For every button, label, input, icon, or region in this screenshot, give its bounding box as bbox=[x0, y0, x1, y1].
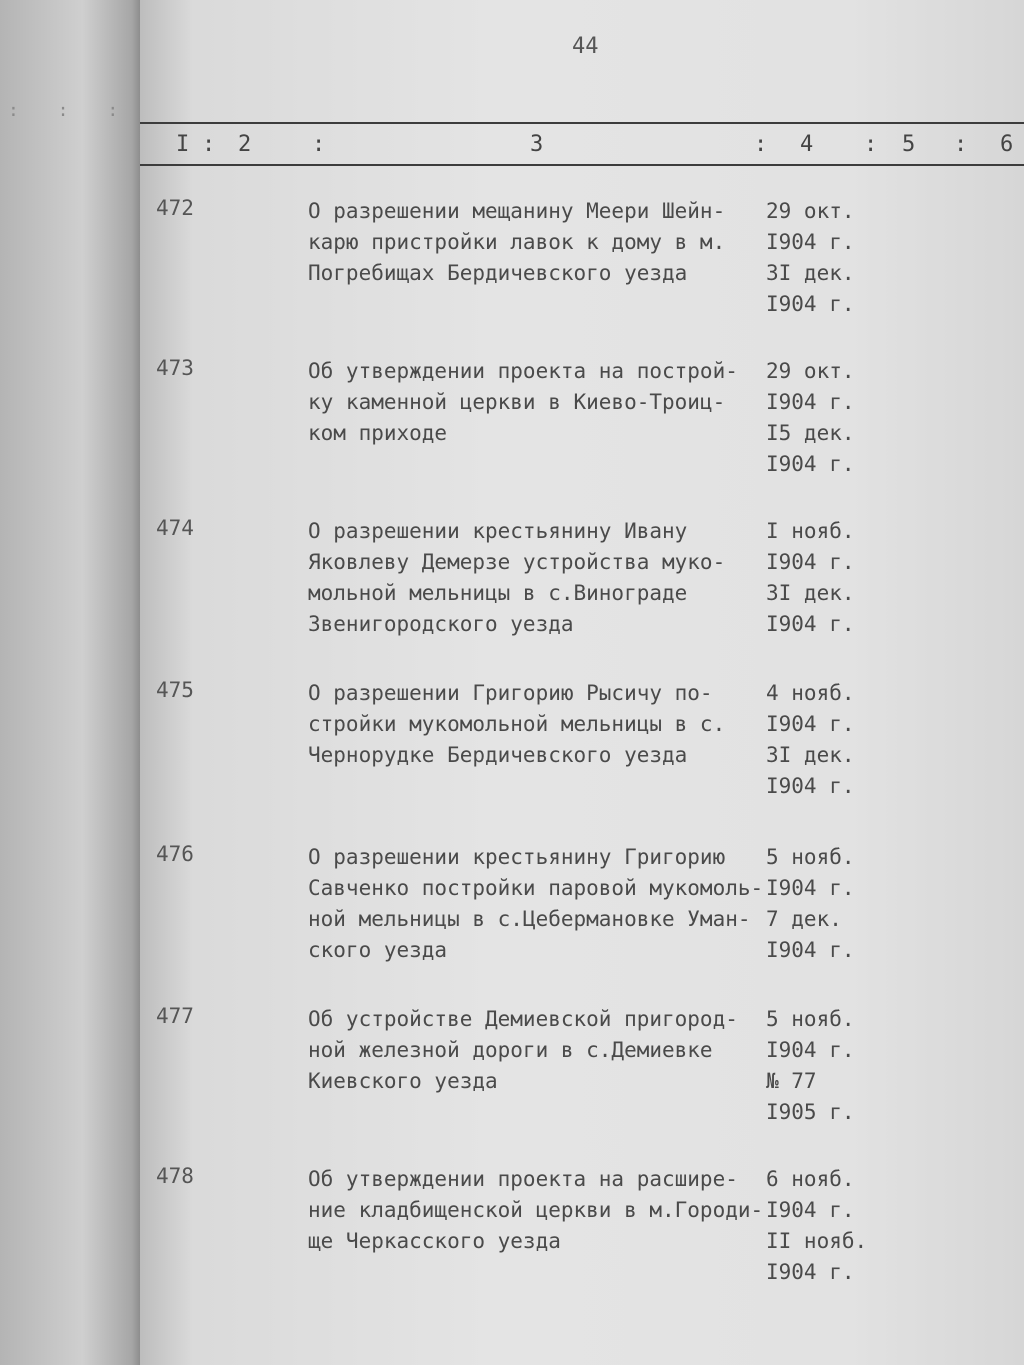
entry-description bbox=[308, 196, 768, 289]
entry-date-line: I5 дек. bbox=[766, 421, 855, 445]
entry-date-line: I905 г. bbox=[766, 1100, 855, 1124]
entry-description bbox=[308, 842, 768, 966]
entry-description-line: ще Черкасского уезда bbox=[308, 1229, 561, 1253]
entry-description-line: О разрешении Григорию Рысичу по- bbox=[308, 681, 713, 705]
entry-date-line: 4 нояб. bbox=[766, 681, 855, 705]
entry-date-line: 6 нояб. bbox=[766, 1167, 855, 1191]
entry-description-line: О разрешении мещанину Меери Шейн- bbox=[308, 199, 726, 223]
entry-dates bbox=[766, 678, 876, 802]
column-header-2: 2 bbox=[238, 132, 252, 157]
entry-date-line: 5 нояб. bbox=[766, 1007, 855, 1031]
entry-date-line: I904 г. bbox=[766, 1198, 855, 1222]
column-header-6: 6 bbox=[1000, 132, 1014, 157]
column-header-3: 3 bbox=[530, 132, 544, 157]
entry-date-line: 29 окт. bbox=[766, 199, 855, 223]
entry-date-line: II нояб. bbox=[766, 1229, 868, 1253]
entry-date-line: 29 окт. bbox=[766, 359, 855, 383]
entry-description-line: Об утверждении проекта на построй- bbox=[308, 359, 738, 383]
column-separator-1: : bbox=[202, 132, 216, 157]
left-page-marks: : : : bbox=[8, 100, 133, 121]
entry-number: 476 bbox=[156, 842, 194, 866]
column-separator-4: : bbox=[864, 132, 878, 157]
entry-date-line: I904 г. bbox=[766, 390, 855, 414]
entry-date-line: I904 г. bbox=[766, 938, 855, 962]
entry-dates bbox=[766, 1164, 876, 1288]
entry-description-line: карю пристройки лавок к дому в м. bbox=[308, 230, 726, 254]
document-page bbox=[140, 0, 1024, 1365]
header-rule-top bbox=[140, 122, 1024, 124]
column-separator-2: : bbox=[312, 132, 326, 157]
entry-description-line: ку каменной церкви в Киево-Троиц- bbox=[308, 390, 726, 414]
entry-dates bbox=[766, 516, 876, 640]
entry-date-line: I904 г. bbox=[766, 550, 855, 574]
entry-date-line: I нояб. bbox=[766, 519, 855, 543]
entry-description-line: стройки мукомольной мельницы в с. bbox=[308, 712, 726, 736]
entry-date-line: I904 г. bbox=[766, 774, 855, 798]
entry-description-line: Об устройстве Демиевской пригород- bbox=[308, 1007, 738, 1031]
entry-description-line: ной железной дороги в с.Демиевке bbox=[308, 1038, 713, 1062]
entry-date-line: 3I дек. bbox=[766, 581, 855, 605]
entry-description-line: мольной мельницы в с.Винограде bbox=[308, 581, 688, 605]
entry-number: 474 bbox=[156, 516, 194, 540]
entry-description-line: ского уезда bbox=[308, 938, 448, 962]
entry-date-line: I904 г. bbox=[766, 452, 855, 476]
entry-date-line: I904 г. bbox=[766, 712, 855, 736]
entry-description-line: ние кладбищенской церкви в м.Городи- bbox=[308, 1198, 764, 1222]
entry-number: 478 bbox=[156, 1164, 194, 1188]
column-header-5: 5 bbox=[902, 132, 916, 157]
entry-description bbox=[308, 678, 768, 771]
entry-description-line: Звенигородского уезда bbox=[308, 612, 574, 636]
entry-description bbox=[308, 1164, 768, 1257]
entry-description-line: Савченко постройки паровой мукомоль- bbox=[308, 876, 764, 900]
entry-date-line: I904 г. bbox=[766, 1038, 855, 1062]
entry-description-line: Яковлеву Демерзе устройства муко- bbox=[308, 550, 726, 574]
entry-number: 472 bbox=[156, 196, 194, 220]
entry-dates bbox=[766, 196, 876, 320]
entry-description-line: ком приходе bbox=[308, 421, 448, 445]
entry-date-line: I904 г. bbox=[766, 230, 855, 254]
header-rule-bottom bbox=[140, 164, 1024, 166]
entry-date-line: 5 нояб. bbox=[766, 845, 855, 869]
entry-date-line: № 77 bbox=[766, 1069, 817, 1093]
entry-description-line: О разрешении крестьянину Ивану bbox=[308, 519, 688, 543]
entry-description bbox=[308, 516, 768, 640]
entry-number: 473 bbox=[156, 356, 194, 380]
entry-description-line: ной мельницы в с.Цебермановке Уман- bbox=[308, 907, 751, 931]
entry-description bbox=[308, 1004, 768, 1097]
entry-date-line: I904 г. bbox=[766, 876, 855, 900]
entry-description-line: Об утверждении проекта на расшире- bbox=[308, 1167, 738, 1191]
entry-dates bbox=[766, 356, 876, 480]
entry-date-line: 3I дек. bbox=[766, 261, 855, 285]
column-separator-3: : bbox=[754, 132, 768, 157]
column-separator-5: : bbox=[954, 132, 968, 157]
entry-description-line: О разрешении крестьянину Григорию bbox=[308, 845, 726, 869]
entry-description-line: Киевского уезда bbox=[308, 1069, 498, 1093]
entry-date-line: 3I дек. bbox=[766, 743, 855, 767]
left-page-edge bbox=[0, 0, 150, 1365]
entry-description-line: Чернорудке Бердичевского уезда bbox=[308, 743, 688, 767]
entry-number: 477 bbox=[156, 1004, 194, 1028]
entry-description bbox=[308, 356, 768, 449]
entry-description-line: Погребищах Бердичевского уезда bbox=[308, 261, 688, 285]
entry-number: 475 bbox=[156, 678, 194, 702]
entry-date-line: I904 г. bbox=[766, 1260, 855, 1284]
entry-date-line: 7 дек. bbox=[766, 907, 842, 931]
entry-dates bbox=[766, 842, 876, 966]
column-header-1: I bbox=[176, 132, 190, 157]
entry-dates bbox=[766, 1004, 876, 1128]
entry-date-line: I904 г. bbox=[766, 612, 855, 636]
column-header-4: 4 bbox=[800, 132, 814, 157]
entry-date-line: I904 г. bbox=[766, 292, 855, 316]
page-number: 44 bbox=[572, 34, 599, 59]
